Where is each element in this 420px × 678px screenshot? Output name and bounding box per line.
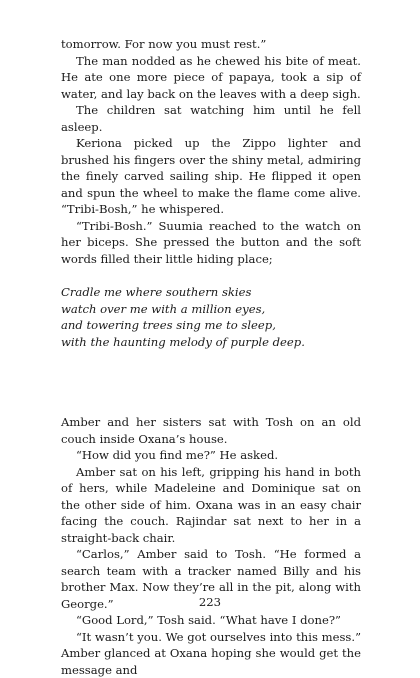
page-number: 223 [0,594,420,610]
paragraph-5: “Tribi-Bosh.” Suumia reached to the watch on her biceps. She pressed the button and the soft words filled their little hiding place; [61,218,361,268]
scene-break [61,350,361,414]
paragraph-2: The man nodded as he chewed his bite of meat. He ate one more piece of papaya, took a sip of water, and lay back on the leaves with a deep sigh. [61,53,361,103]
poem-line-1: Cradle me where southern skies [61,284,361,301]
poem-line-4: with the haunting melody of purple deep. [61,334,361,351]
paragraph-1: tomorrow. For now you must rest.” [61,36,361,53]
paragraph-7: “How did you find me?” He asked. [61,447,361,464]
paragraph-10: “Good Lord,” Tosh said. “What have I done?” [61,612,361,629]
page-body [61,36,361,678]
poem-line-3: and towering trees sing me to sleep, [61,317,361,334]
paragraph-11: “It wasn’t you. We got ourselves into this mess.” Amber glanced at Oxana hoping she would get the message and [61,629,361,678]
paragraph-8: Amber sat on his left, gripping his hand in both of hers, while Madeleine and Dominique sat on the other side of him. Oxana was in an easy chair facing the couch. Rajindar sat next to her in a straight-back chair. [61,464,361,547]
paragraph-4: Keriona picked up the Zippo lighter and brushed his fingers over the shiny metal, admiring the finely carved sailing ship. He flipped it open and spun the wheel to make the flame come alive. “Tribi-Bosh,” he whispered. [61,135,361,218]
paragraph-6: Amber and her sisters sat with Tosh on an old couch inside Oxana’s house. [61,414,361,447]
poem-line-2: watch over me with a million eyes, [61,301,361,318]
paragraph-3: The children sat watching him until he fell asleep. [61,102,361,135]
poem-verse [61,284,361,350]
paragraph-9: “Carlos,” Amber said to Tosh. “He formed a search team with a tracker named Billy and his brother Max. Now they’re all in the pit, along with George.” [61,546,361,612]
